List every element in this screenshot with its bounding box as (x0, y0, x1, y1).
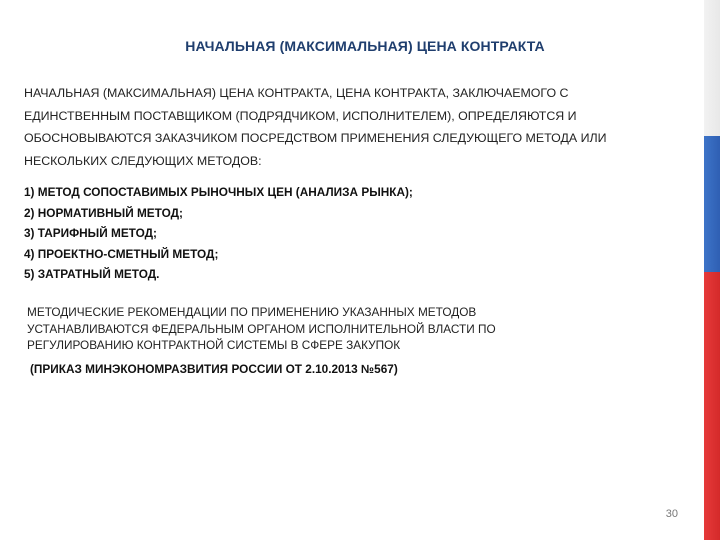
intro-line: НЕСКОЛЬКИХ СЛЕДУЮЩИХ МЕТОДОВ: (24, 154, 262, 169)
methods-list (24, 182, 413, 285)
intro-line: ОБОСНОВЫВАЮТСЯ ЗАКАЗЧИКОМ ПОСРЕДСТВОМ ПРИМЕНЕНИЯ СЛЕДУЮЩЕГО МЕТОДА ИЛИ (24, 131, 607, 146)
method-item: 3) ТАРИФНЫЙ МЕТОД; (24, 226, 157, 240)
slide-title: НАЧАЛЬНАЯ (МАКСИМАЛЬНАЯ) ЦЕНА КОНТРАКТА (185, 38, 545, 54)
recommendation-line: РЕГУЛИРОВАНИЮ КОНТРАКТНОЙ СИСТЕМЫ В СФЕРЕ ЗАКУПОК (27, 338, 401, 352)
intro-line: НАЧАЛЬНАЯ (МАКСИМАЛЬНАЯ) ЦЕНА КОНТРАКТА, ЦЕНА КОНТРАКТА, ЗАКЛЮЧАЕМОГО С (24, 86, 569, 100)
flag-stripe-white (704, 0, 720, 136)
method-item: 5) ЗАТРАТНЫЙ МЕТОД. (24, 267, 160, 281)
recommendation-line: МЕТОДИЧЕСКИЕ РЕКОМЕНДАЦИИ ПО ПРИМЕНЕНИЮ УКАЗАННЫХ МЕТОДОВ (27, 305, 477, 319)
intro-line: ЕДИНСТВЕННЫМ ПОСТАВЩИКОМ (ПОДРЯДЧИКОМ, ИСПОЛНИТЕЛЕМ), ОПРЕДЕЛЯЮТСЯ И (24, 108, 577, 123)
method-item: 4) ПРОЕКТНО-СМЕТНЫЙ МЕТОД; (24, 246, 219, 261)
page-number: 30 (665, 508, 678, 520)
recommendation-paragraph (27, 304, 627, 354)
flag-stripe-red (704, 272, 720, 540)
flag-stripe-blue (704, 136, 720, 272)
method-item: 2) НОРМАТИВНЫЙ МЕТОД; (24, 205, 183, 220)
method-item: 1) МЕТОД СОПОСТАВИМЫХ РЫНОЧНЫХ ЦЕН (АНАЛИЗА РЫНКА); (24, 185, 413, 199)
order-reference: (ПРИКАЗ МИНЭКОНОМРАЗВИТИЯ РОССИИ ОТ 2.10.2013 №567) (30, 362, 398, 376)
intro-paragraph (24, 82, 704, 173)
recommendation-line: УСТАНАВЛИВАЮТСЯ ФЕДЕРАЛЬНЫМ ОРГАНОМ ИСПОЛНИТЕЛЬНОЙ ВЛАСТИ ПО (27, 321, 496, 336)
